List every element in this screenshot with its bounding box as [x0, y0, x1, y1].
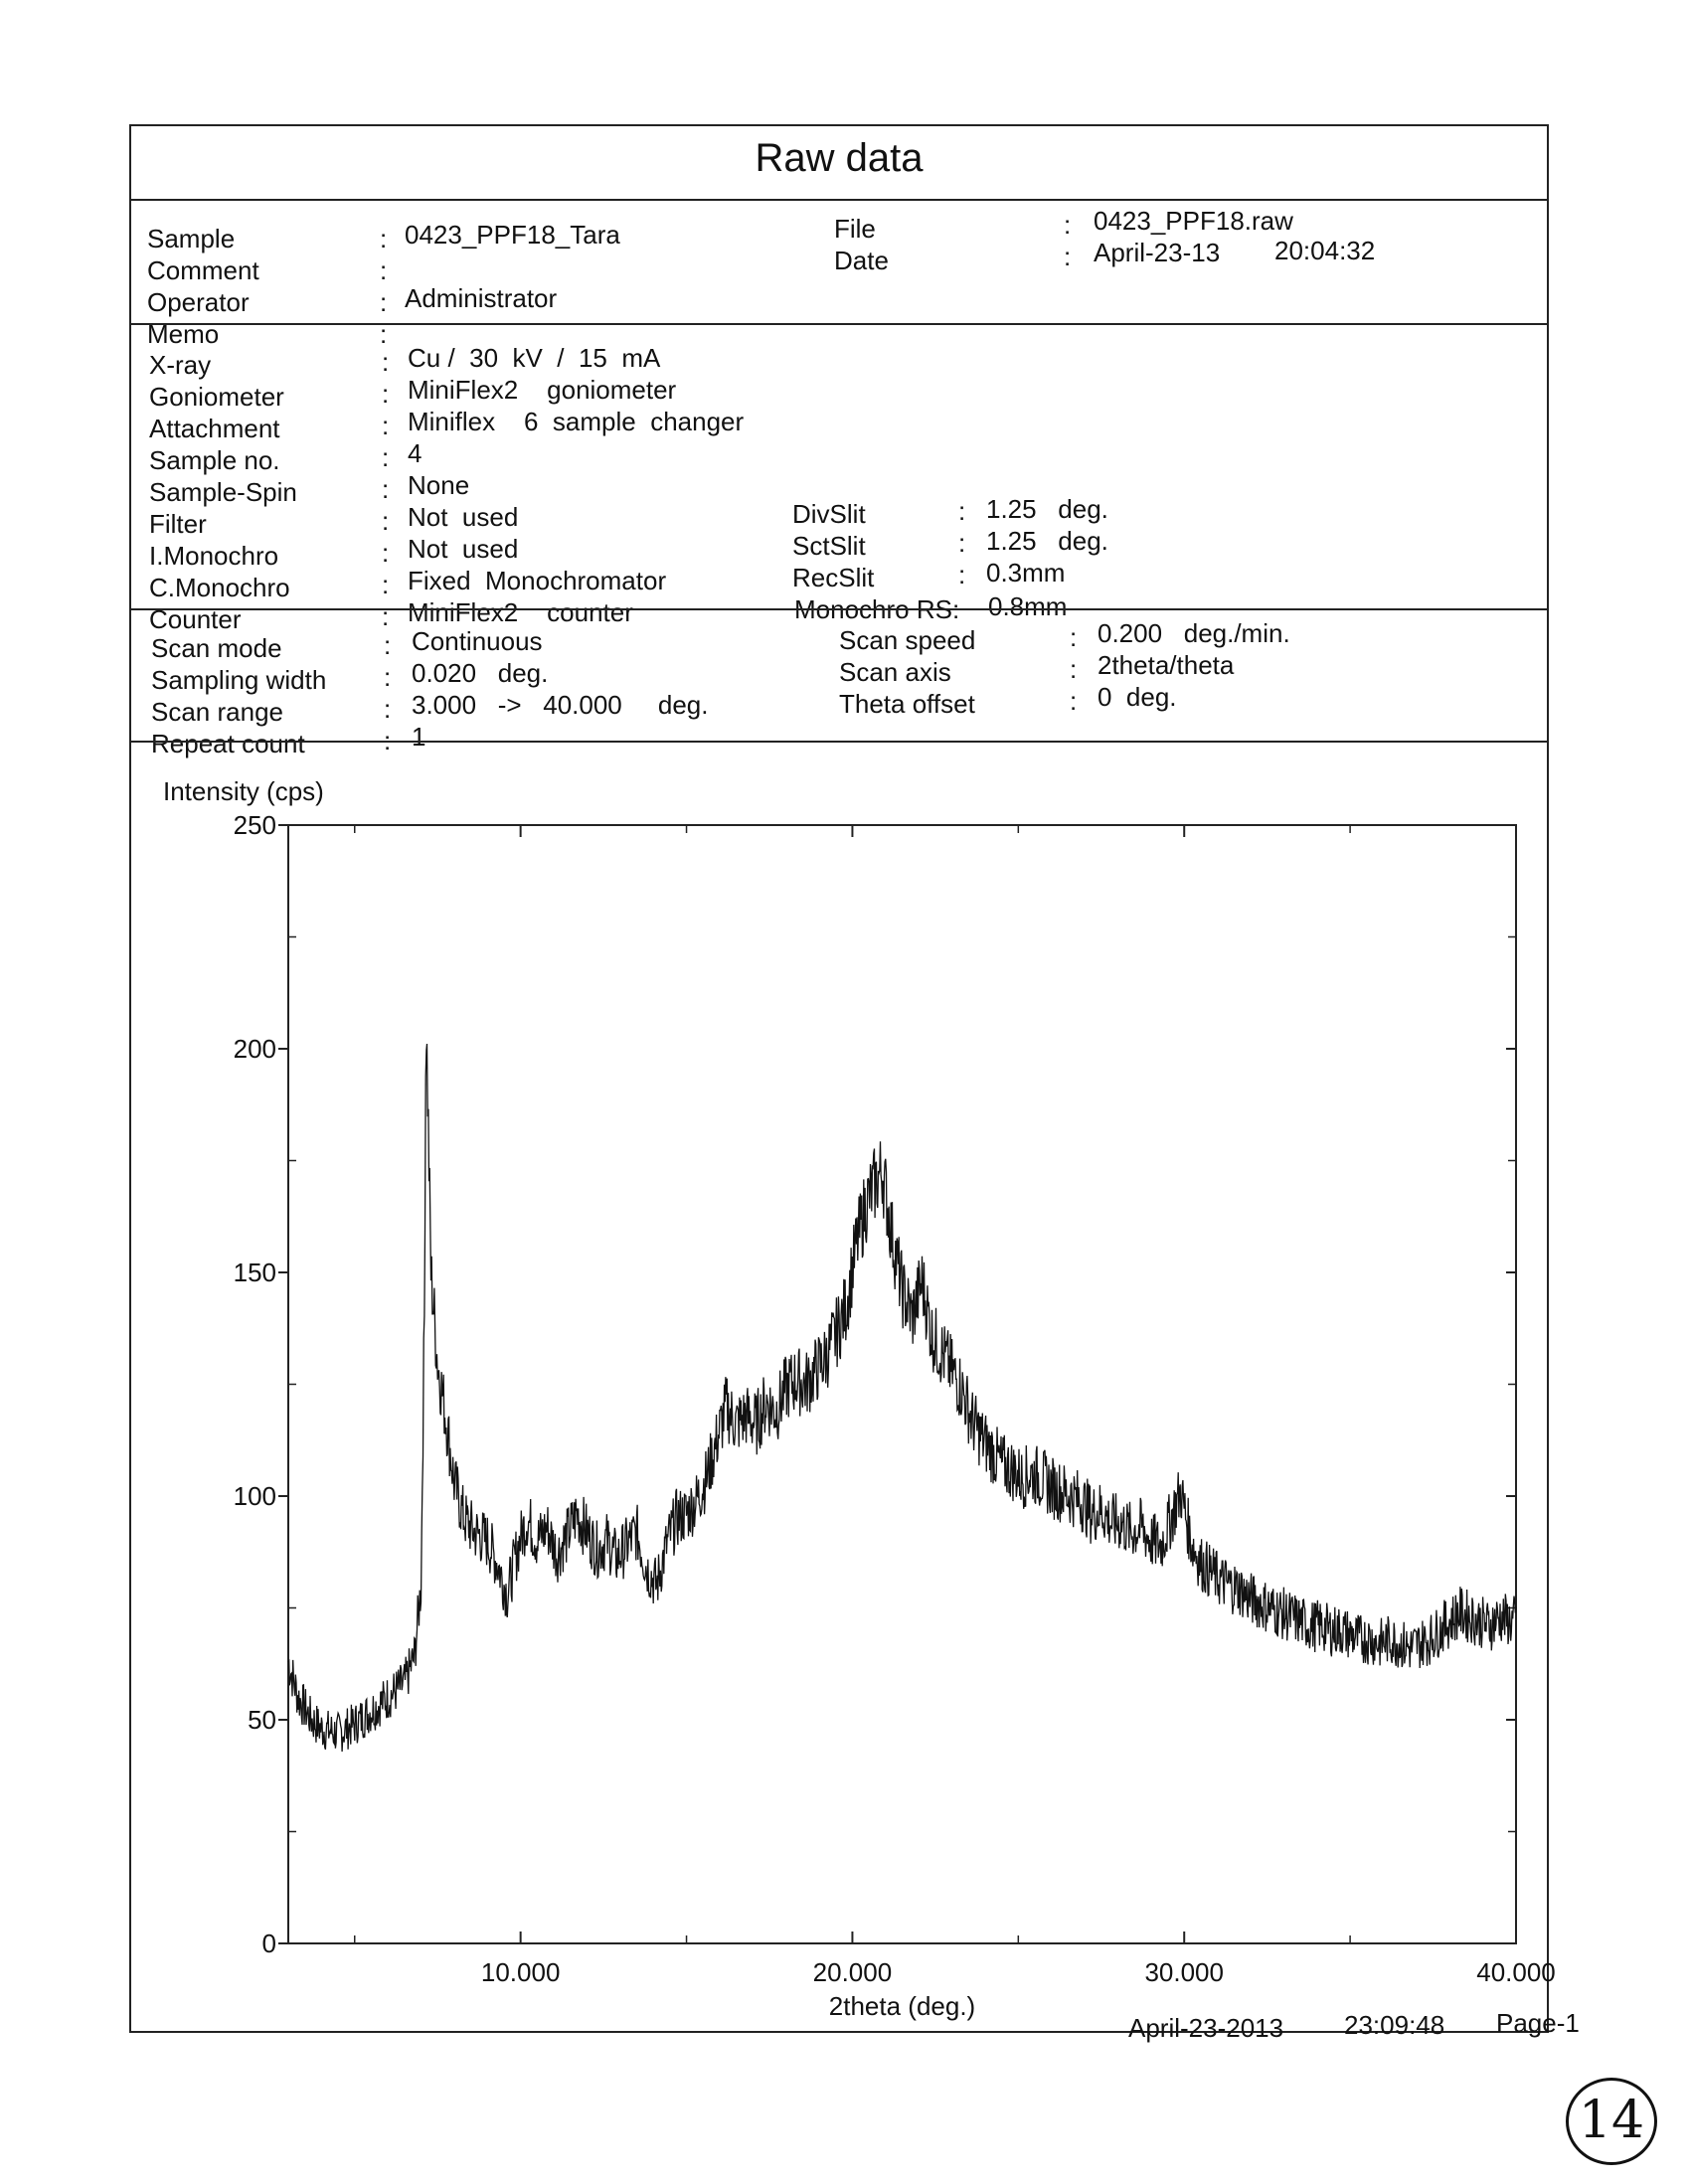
sampling-width-value: 0.020 deg.: [412, 658, 549, 688]
sampleno-label: Sample no.: [149, 445, 280, 475]
filter-value: Not used: [408, 502, 519, 532]
monors-value: 0.8mm: [988, 591, 1068, 621]
scan-range-label: Scan range: [151, 697, 283, 727]
y-tick-label: 200: [233, 1034, 276, 1064]
x-axis-label: 2theta (deg.): [828, 1991, 976, 2021]
y-tick-label: 0: [261, 1929, 276, 1958]
counter-value: MiniFlex2 counter: [408, 597, 633, 627]
recslit-label: RecSlit: [792, 563, 875, 592]
repeat-count-label: Repeat count: [151, 729, 305, 758]
operator-value: Administrator: [405, 283, 558, 313]
sample-value: 0423_PPF18_Tara: [405, 220, 620, 250]
cmono-value: Fixed Monochromator: [408, 566, 667, 595]
xray-value: Cu / 30 kV / 15 mA: [408, 343, 661, 373]
imono-value: Not used: [408, 534, 519, 564]
divslit-label: DivSlit: [792, 499, 866, 529]
spin-value: None: [408, 470, 470, 500]
memo-label: Memo: [147, 319, 220, 349]
cmono-label: C.Monochro: [149, 573, 290, 602]
scan-speed-value: 0.200 deg./min.: [1098, 618, 1290, 648]
y-tick-label: 50: [248, 1705, 276, 1735]
divider: [131, 608, 1547, 610]
scan-mode-value: Continuous: [412, 626, 543, 656]
divider: [131, 199, 1547, 201]
divider: [131, 323, 1547, 325]
y-tick-label: 150: [233, 1258, 276, 1287]
attachment-label: Attachment: [149, 414, 280, 443]
handwritten-page-number: 14: [1566, 2078, 1657, 2165]
footer-date: April-23-2013: [1128, 2013, 1284, 2043]
divslit-value: 1.25 deg.: [986, 494, 1108, 524]
plot-frame: [288, 825, 1516, 1943]
scan-range-value: 3.000 -> 40.000 deg.: [412, 690, 709, 720]
file-label: File: [834, 214, 876, 244]
scan-axis-value: 2theta/theta: [1098, 650, 1235, 680]
sample-label: Sample: [147, 224, 236, 253]
theta-offset-value: 0 deg.: [1098, 682, 1177, 712]
filter-label: Filter: [149, 509, 207, 539]
attachment-value: Miniflex 6 sample changer: [408, 407, 745, 436]
date-label: Date: [834, 246, 889, 275]
footer-page: Page-1: [1496, 2008, 1580, 2038]
sctslit-label: SctSlit: [792, 531, 866, 561]
series-line: [288, 1044, 1516, 1752]
imono-label: I.Monochro: [149, 541, 279, 571]
x-tick-label: 20.000: [812, 1957, 893, 1987]
report-frame: Raw data Sample : 0423_PPF18_Tara Comment : Operator : Administrator Memo : File : 0423_PPF18.raw Date : April-23-13 20:04:32 X-ray : Cu / 30 kV / 15 mA Goniometer : MiniFlex2 goniometer Attachment : Miniflex 6 sample changer Sample no. : 4 Sample-Spin : None Filter : Not used I.Monochro : Not used C.Monochro : Fixed Monochromator Counter : MiniFlex2 counter DivSlit : 1.25 deg. SctSlit : 1.25 deg. RecSlit : 0.3mm Monochro RS: 0.8mm Scan mode : Continuous Sampling width : 0.020 deg. Scan range : 3.000 -> 40.000 deg. Repeat count : 1 Scan speed : 0.200 deg./min. Scan axis : 2theta/theta Theta offset : 0 deg.: [129, 124, 1549, 2033]
sctslit-value: 1.25 deg.: [986, 526, 1108, 556]
scan-mode-label: Scan mode: [151, 633, 282, 663]
monors-label: Monochro RS:: [794, 594, 960, 624]
counter-label: Counter: [149, 604, 242, 634]
theta-offset-label: Theta offset: [839, 689, 975, 719]
divider: [131, 741, 1547, 743]
x-tick-label: 10.000: [480, 1957, 561, 1987]
file-value: 0423_PPF18.raw: [1094, 206, 1293, 236]
sampleno-value: 4: [408, 438, 422, 468]
operator-label: Operator: [147, 287, 250, 317]
y-tick-label: 100: [233, 1481, 276, 1511]
xray-label: X-ray: [149, 350, 212, 380]
goniometer-value: MiniFlex2 goniometer: [408, 375, 677, 405]
report-title: Raw data: [755, 136, 924, 180]
scan-axis-label: Scan axis: [839, 657, 951, 687]
scan-speed-label: Scan speed: [839, 625, 976, 655]
y-axis-label: Intensity (cps): [163, 776, 324, 806]
date-value: April-23-13: [1094, 238, 1221, 267]
goniometer-label: Goniometer: [149, 382, 284, 412]
spin-label: Sample-Spin: [149, 477, 297, 507]
x-tick-label: 30.000: [1144, 1957, 1224, 1987]
time-value: 20:04:32: [1274, 236, 1376, 265]
x-tick-label: 40.000: [1476, 1957, 1556, 1987]
repeat-count-value: 1: [412, 722, 426, 752]
xrd-chart: [139, 756, 1571, 2021]
recslit-value: 0.3mm: [986, 558, 1066, 588]
y-tick-label: 250: [233, 810, 276, 840]
footer-time: 23:09:48: [1344, 2010, 1445, 2040]
comment-label: Comment: [147, 255, 259, 285]
sampling-width-label: Sampling width: [151, 665, 327, 695]
